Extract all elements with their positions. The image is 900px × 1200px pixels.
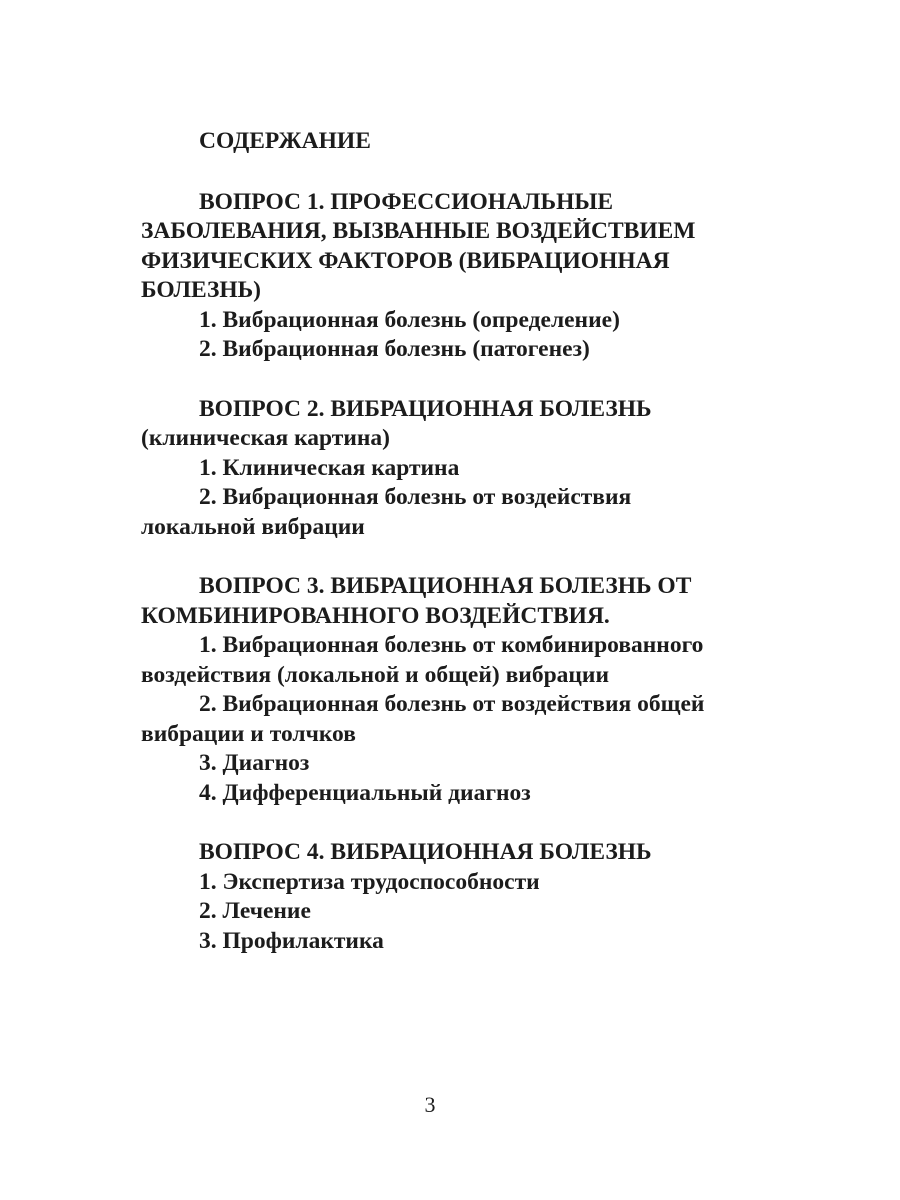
list-item: 4. Дифференциальный диагноз <box>199 779 531 806</box>
page-title: СОДЕРЖАНИЕ <box>199 128 371 154</box>
section-heading-line: ВОПРОС 4. ВИБРАЦИОННАЯ БОЛЕЗНЬ <box>199 839 652 865</box>
list-item: 3. Профилактика <box>199 927 384 954</box>
section-question-2 <box>141 395 741 543</box>
list-item: 2. Лечение <box>199 898 311 924</box>
list-item: 3. Диагноз <box>199 750 310 776</box>
list-item: 2. Вибрационная болезнь от воздействия <box>199 484 632 510</box>
list-item-continuation: локальной вибрации <box>141 513 365 540</box>
section-question-4 <box>141 838 741 956</box>
section-heading-line: ВОПРОС 3. ВИБРАЦИОННАЯ БОЛЕЗНЬ ОТ <box>199 573 692 599</box>
section-heading-line: КОМБИНИРОВАННОГО ВОЗДЕЙСТВИЯ. <box>141 602 610 629</box>
section-heading-line: БОЛЕЗНЬ) <box>141 277 262 303</box>
list-item: 1. Клиническая картина <box>199 454 460 481</box>
list-item-continuation: вибрации и толчков <box>141 720 356 747</box>
page-number: 3 <box>424 1092 436 1117</box>
list-item: 2. Вибрационная болезнь (патогенез) <box>199 336 590 362</box>
section-question-1 <box>141 188 741 365</box>
table-of-contents <box>141 127 741 986</box>
list-item: 1. Вибрационная болезнь (определение) <box>199 306 620 333</box>
list-item-continuation: воздействия (локальной и общей) вибрации <box>141 661 610 688</box>
section-heading-line: ФИЗИЧЕСКИХ ФАКТОРОВ (ВИБРАЦИОННАЯ <box>141 247 670 274</box>
list-item: 1. Экспертиза трудоспособности <box>199 868 540 895</box>
section-heading-line: (клиническая картина) <box>141 425 390 451</box>
section-heading-line: ВОПРОС 2. ВИБРАЦИОННАЯ БОЛЕЗНЬ <box>199 395 652 422</box>
section-question-3 <box>141 572 741 808</box>
list-item: 2. Вибрационная болезнь от воздействия общей <box>199 691 705 717</box>
list-item: 1. Вибрационная болезнь от комбинированного <box>199 632 704 658</box>
section-heading-line: ЗАБОЛЕВАНИЯ, ВЫЗВАННЫЕ ВОЗДЕЙСТВИЕМ <box>141 218 696 244</box>
section-heading-line: ВОПРОС 1. ПРОФЕССИОНАЛЬНЫЕ <box>199 188 614 215</box>
